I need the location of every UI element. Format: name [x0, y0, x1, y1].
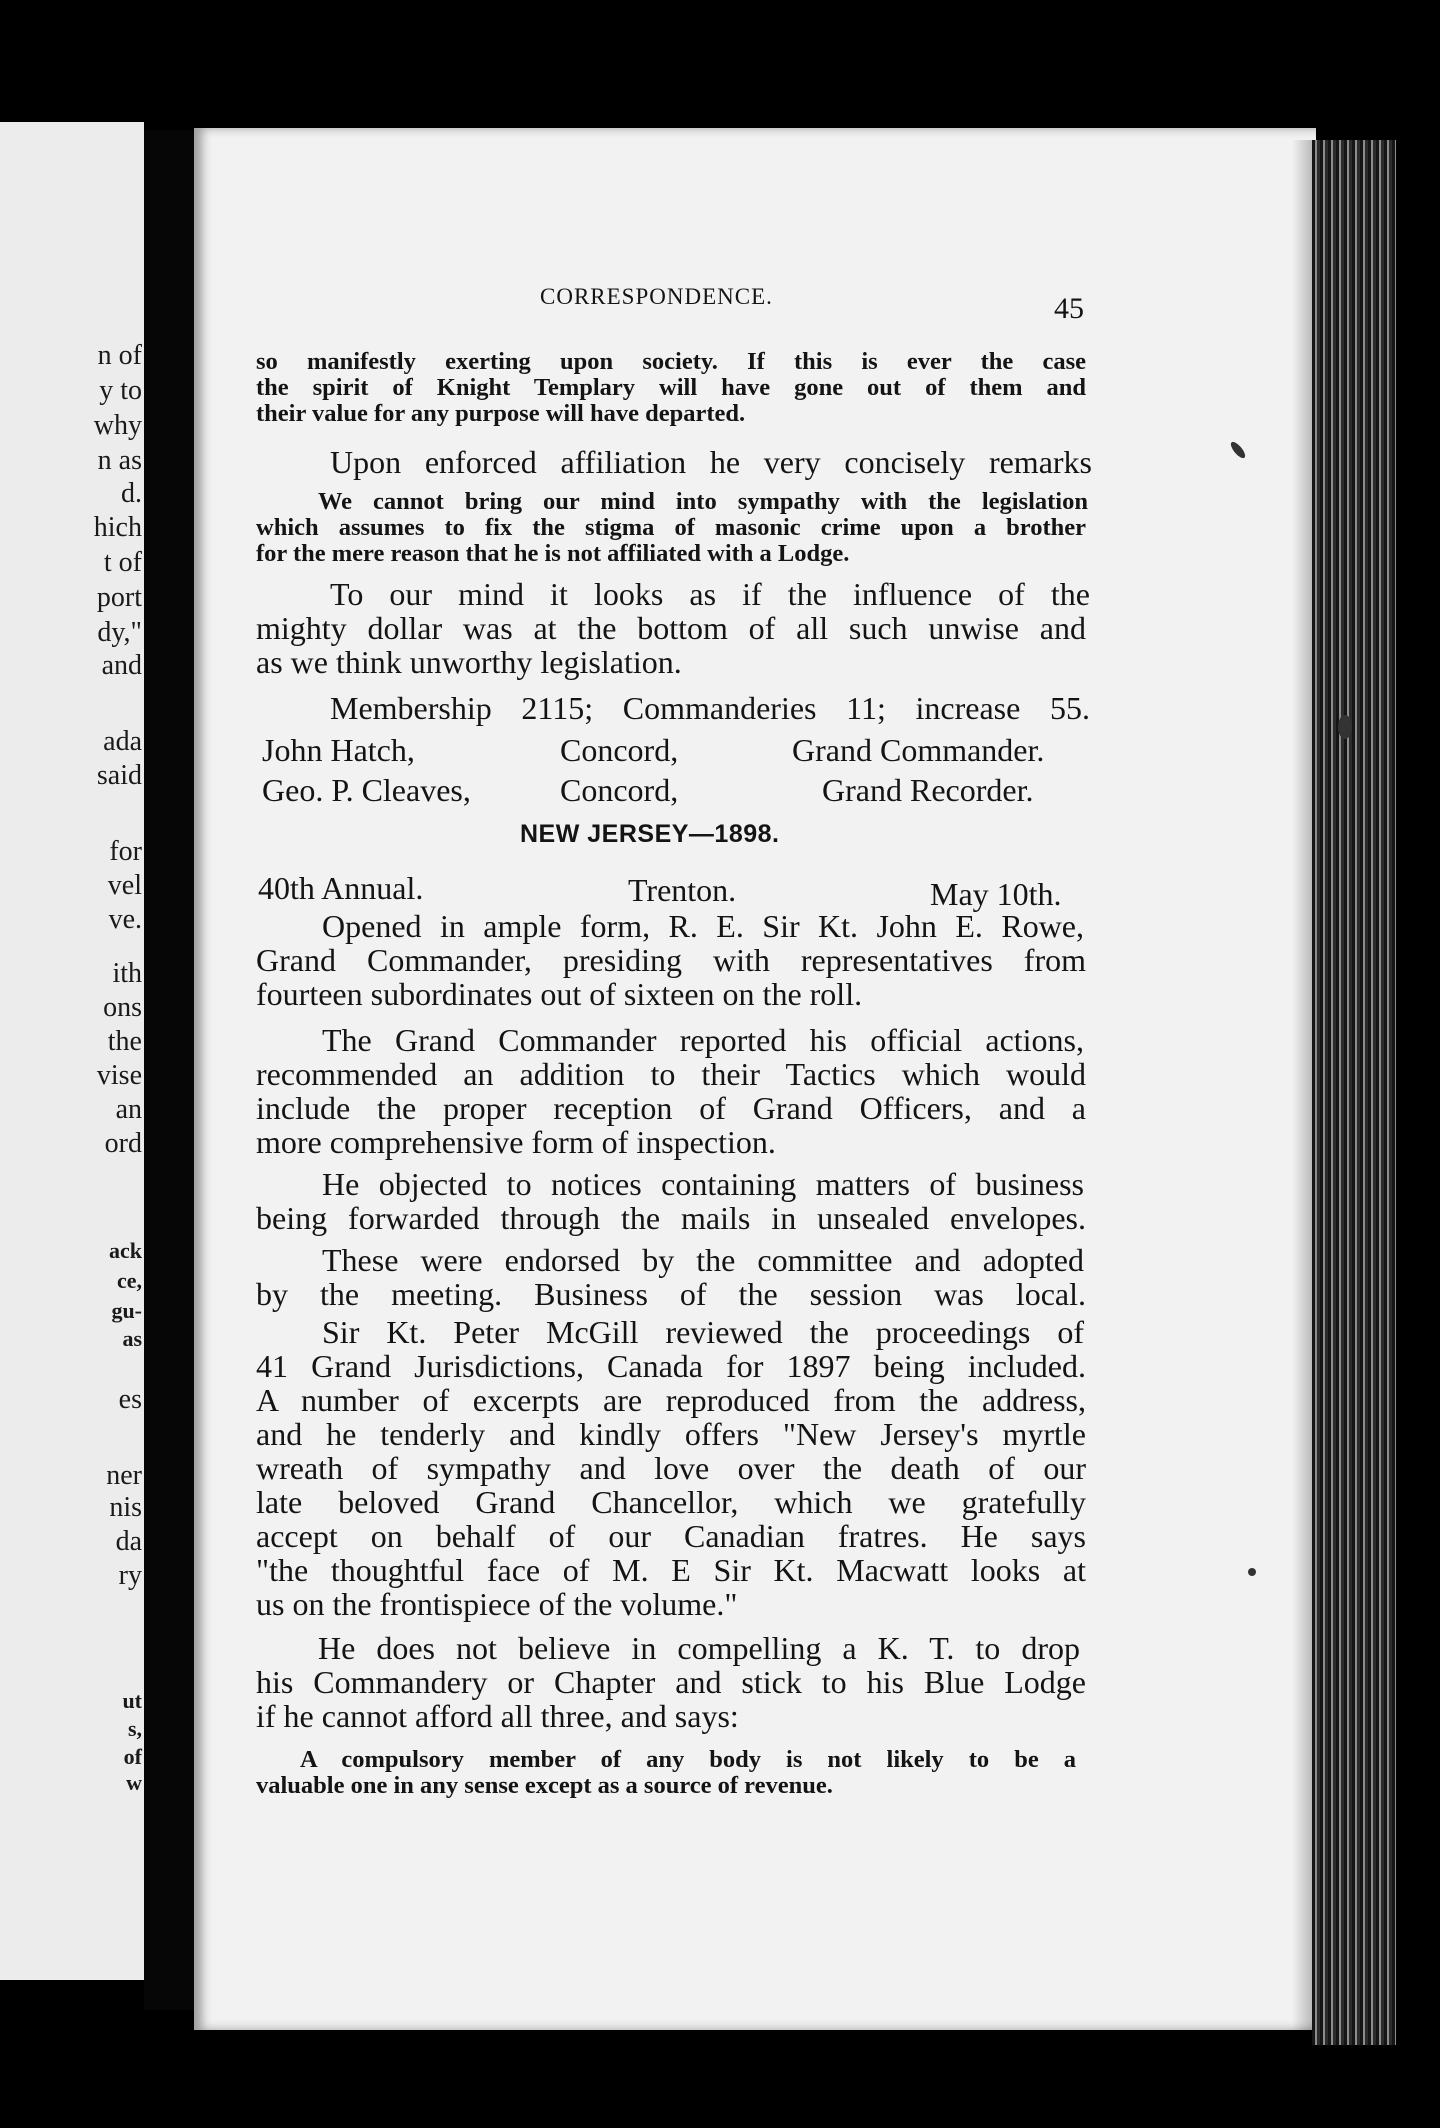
left-page-fragment: n of — [97, 340, 142, 371]
paragraph-line: recommended an addition to their Tactics which would — [256, 1056, 1086, 1092]
paragraph-line: These were endorsed by the committee and adopted — [322, 1242, 1084, 1278]
paragraph-line: as we think unworthy legislation. — [256, 644, 682, 680]
paragraph-line: fourteen subordinates out of sixteen on the roll. — [256, 976, 863, 1012]
quote-line: valuable one in any sense except as a source of revenue. — [256, 1772, 833, 1799]
scan-speck — [1338, 715, 1352, 739]
left-page-fragment: ith — [112, 958, 142, 989]
left-page-fragment: the — [107, 1026, 142, 1057]
quote-line: We cannot bring our mind into sympathy with the legislation — [318, 488, 1088, 515]
paragraph-line: He does not believe in compelling a K. T. to drop — [318, 1630, 1080, 1666]
paragraph-line: To our mind it looks as if the influence of the — [330, 576, 1090, 612]
left-page-fragment: for — [109, 836, 142, 867]
left-page-fragment: hich — [93, 512, 142, 543]
left-page-fragment: ut — [122, 1688, 142, 1713]
paragraph-line: more comprehensive form of inspection. — [256, 1124, 776, 1160]
quote-line: so manifestly exerting upon society. If this is ever the case — [256, 348, 1086, 375]
paragraph-line: Sir Kt. Peter McGill reviewed the proceedings of — [322, 1314, 1084, 1350]
paragraph-line: by the meeting. Business of the session was local. — [256, 1276, 1086, 1312]
paragraph-line: late beloved Grand Chancellor, which we gratefully — [256, 1484, 1086, 1520]
paragraph-line: A number of excerpts are reproduced from the address, — [256, 1382, 1086, 1418]
officer-title: Grand Commander. — [792, 732, 1045, 768]
section-heading: NEW JERSEY—1898. — [520, 820, 780, 848]
session-annual: 40th Annual. — [258, 870, 424, 906]
paragraph-line: 41 Grand Jurisdictions, Canada for 1897 being included. — [256, 1348, 1086, 1384]
left-page-fragment: gu- — [111, 1298, 142, 1323]
left-page-fragment: ada — [103, 726, 142, 757]
left-page-fragment: ce, — [116, 1268, 142, 1293]
left-page-fragment: and — [101, 650, 142, 681]
officer-name: Geo. P. Cleaves, — [262, 772, 471, 808]
left-page-fragment: da — [115, 1526, 142, 1557]
officer-place: Concord, — [560, 772, 679, 808]
page-number: 45 — [1054, 292, 1084, 325]
paragraph-line: us on the frontispiece of the volume." — [256, 1586, 738, 1622]
page-edges — [1312, 140, 1396, 2045]
left-page-fragment: ry — [118, 1560, 142, 1591]
paragraph-line: He objected to notices containing matters of business — [322, 1166, 1084, 1202]
session-place: Trenton. — [628, 872, 737, 908]
left-page-fragment: of — [123, 1744, 142, 1769]
left-page-fragment: ack — [109, 1238, 142, 1263]
left-page-fragment: why — [93, 410, 142, 441]
quote-line: which assumes to fix the stigma of masonic crime upon a brother — [256, 514, 1086, 541]
left-page-fragment: ons — [103, 992, 142, 1023]
left-page-fragment: d. — [121, 478, 142, 509]
left-page-fragment: vel — [107, 870, 142, 901]
left-page-fragment: an — [115, 1094, 142, 1125]
officer-title: Grand Recorder. — [822, 772, 1034, 808]
paragraph-line: accept on behalf of our Canadian fratres. He says — [256, 1518, 1086, 1554]
left-page-fragment: dy," — [97, 617, 142, 648]
left-page-fragment: nis — [109, 1492, 142, 1523]
scan-speck — [1248, 1568, 1256, 1576]
paragraph-line: if he cannot afford all three, and says: — [256, 1698, 739, 1734]
left-page-fragment: as — [122, 1326, 142, 1351]
paragraph-line: Upon enforced affiliation he very concisely remarks — [330, 444, 1092, 480]
quote-line: their value for any purpose will have departed. — [256, 400, 746, 427]
left-page-fragment: n as — [97, 445, 142, 476]
page-edge-shadow — [1292, 140, 1314, 2030]
membership-line: Membership 2115; Commanderies 11; increase 55. — [330, 690, 1090, 726]
officer-name: John Hatch, — [262, 732, 415, 768]
book-gutter — [144, 130, 194, 2010]
quote-line: for the mere reason that he is not affiliated with a Lodge. — [256, 540, 850, 567]
paragraph-line: Opened in ample form, R. E. Sir Kt. John E. Rowe, — [322, 908, 1084, 944]
left-page-fragment: said — [96, 760, 142, 791]
quote-line: A compulsory member of any body is not likely to be a — [300, 1746, 1076, 1773]
left-page-fragment: t of — [103, 547, 142, 578]
left-page-fragment: ve. — [108, 904, 142, 935]
left-page-fragment: ner — [106, 1460, 142, 1491]
paragraph-line: wreath of sympathy and love over the death of our — [256, 1450, 1086, 1486]
session-date: May 10th. — [930, 876, 1062, 912]
paragraph-line: mighty dollar was at the bottom of all such unwise and — [256, 610, 1086, 646]
paragraph-line: being forwarded through the mails in unsealed envelopes. — [256, 1200, 1086, 1236]
officer-place: Concord, — [560, 732, 679, 768]
running-header: CORRESPONDENCE. — [540, 284, 773, 309]
left-page-fragment: es — [118, 1384, 142, 1415]
paragraph-line: Grand Commander, presiding with representatives from — [256, 942, 1086, 978]
paragraph-line: his Commandery or Chapter and stick to his Blue Lodge — [256, 1664, 1086, 1700]
quote-line: the spirit of Knight Templary will have gone out of them and — [256, 374, 1086, 401]
left-page-fragment: w — [126, 1770, 142, 1795]
paragraph-line: and he tenderly and kindly offers "New Jersey's myrtle — [256, 1416, 1086, 1452]
left-page-fragment: y to — [99, 375, 142, 406]
left-page-fragment: ord — [104, 1128, 142, 1159]
paragraph-line: include the proper reception of Grand Officers, and a — [256, 1090, 1086, 1126]
paragraph-line: "the thoughtful face of M. E Sir Kt. Macwatt looks at — [256, 1552, 1086, 1588]
paragraph-line: The Grand Commander reported his official actions, — [322, 1022, 1084, 1058]
left-page-fragment: vise — [96, 1060, 142, 1091]
left-page-fragment: port — [96, 582, 142, 613]
left-page-fragment: s, — [127, 1716, 142, 1741]
adjacent-left-page — [0, 122, 144, 1980]
